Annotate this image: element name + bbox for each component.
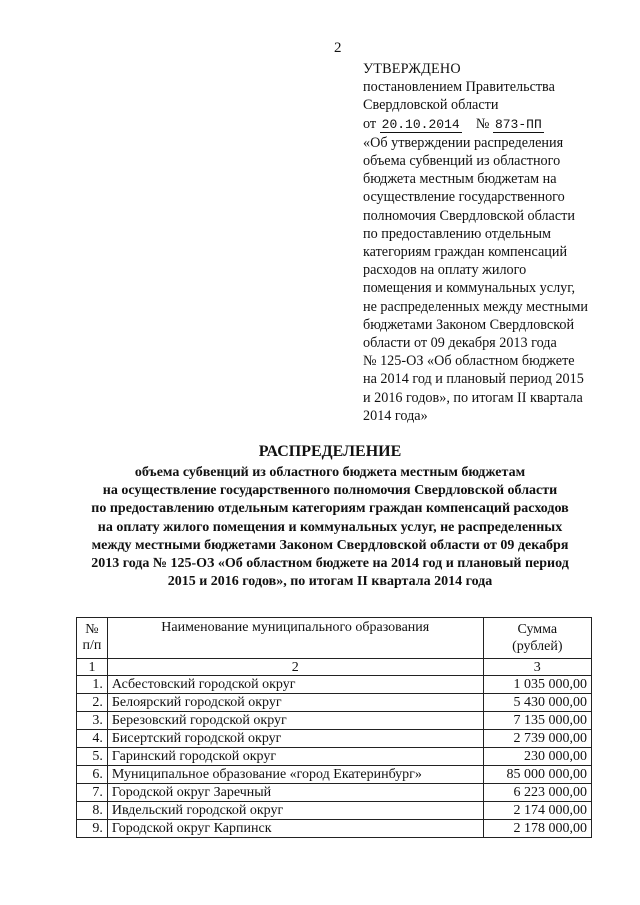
row-amount: 85 000 000,00 — [483, 766, 591, 784]
column-number: 3 — [483, 659, 591, 676]
row-amount: 1 035 000,00 — [483, 676, 591, 694]
number-prefix: № — [475, 115, 490, 132]
row-municipality: Белоярский городской округ — [107, 694, 483, 712]
row-municipality: Городской округ Заречный — [107, 784, 483, 802]
row-amount: 5 430 000,00 — [483, 694, 591, 712]
header-sum-label: Сумма — [517, 622, 558, 637]
approval-issuer: постановлением Правительства — [363, 79, 555, 96]
row-number: 1. — [77, 676, 108, 694]
row-amount: 2 178 000,00 — [483, 820, 591, 838]
row-number: 3. — [77, 712, 108, 730]
row-municipality: Березовский городской округ — [107, 712, 483, 730]
row-number: 5. — [77, 748, 108, 766]
row-number: 8. — [77, 802, 108, 820]
row-municipality: Городской округ Карпинск — [107, 820, 483, 838]
date-prefix: от — [363, 115, 377, 132]
row-amount: 230 000,00 — [483, 748, 591, 766]
distribution-subtitle — [60, 464, 600, 591]
table-row — [77, 712, 592, 730]
header-sum-unit: (рублей) — [512, 639, 563, 654]
header-number-abbr: п/п — [82, 638, 102, 653]
row-amount: 7 135 000,00 — [483, 712, 591, 730]
approval-date-line — [363, 115, 631, 134]
table-row — [77, 748, 592, 766]
row-municipality: Гаринский городской округ — [107, 748, 483, 766]
subtitle-line: на оплату жилого помещения и коммунальных услуг, не распределенных — [97, 519, 563, 535]
subtitle-line: объема субвенций из областного бюджета местным бюджетам — [134, 465, 526, 480]
approval-number: 873-ПП — [494, 116, 542, 132]
table-body — [77, 676, 592, 838]
row-number: 4. — [77, 730, 108, 748]
approval-date: 20.10.2014 — [381, 116, 460, 132]
table-row — [77, 766, 592, 784]
row-amount: 2 174 000,00 — [483, 802, 591, 820]
header-number-symbol: № — [85, 622, 99, 637]
row-amount: 2 739 000,00 — [483, 730, 591, 748]
column-number-row — [77, 659, 592, 676]
row-amount: 6 223 000,00 — [483, 784, 591, 802]
distribution-title — [60, 443, 600, 591]
header-number — [77, 618, 108, 659]
approval-region: Свердловской области — [363, 97, 499, 114]
approval-stamp: УТВЕРЖДЕНО — [363, 61, 461, 77]
subtitle-line: на осуществление государственного полномочия Свердловской области — [102, 483, 558, 499]
table-row — [77, 694, 592, 712]
column-number: 2 — [107, 659, 483, 676]
table-header-row — [77, 618, 592, 659]
table-row — [77, 784, 592, 802]
distribution-heading: РАСПРЕДЕЛЕНИЕ — [258, 443, 402, 460]
row-municipality: Бисертский городской округ — [107, 730, 483, 748]
table-row — [77, 730, 592, 748]
row-municipality: Асбестовский городской округ — [107, 676, 483, 694]
subtitle-line: между местными бюджетами Законом Свердловской области от 09 декабря — [91, 537, 569, 553]
header-sum — [483, 618, 591, 659]
row-municipality: Ивдельский городской округ — [107, 802, 483, 820]
row-number: 2. — [77, 694, 108, 712]
table-row — [77, 676, 592, 694]
row-number: 6. — [77, 766, 108, 784]
table-row — [77, 820, 592, 838]
page-number: 2 — [334, 40, 342, 56]
table-row — [77, 802, 592, 820]
row-number: 7. — [77, 784, 108, 802]
header-name: Наименование муниципального образования — [107, 618, 483, 659]
subtitle-line: 2015 и 2016 годов», по итогам II квартала 2014 года — [167, 574, 493, 590]
column-number: 1 — [77, 659, 108, 676]
subtitle-line: 2013 года № 125-ОЗ «Об областном бюджете на 2014 год и плановый период — [91, 556, 569, 572]
approval-block — [363, 60, 631, 425]
row-municipality: Муниципальное образование «город Екатеринбург» — [107, 766, 483, 784]
row-number: 9. — [77, 820, 108, 838]
distribution-table — [76, 617, 592, 838]
subtitle-line: по предоставлению отдельным категориям граждан компенсаций расходов — [91, 501, 569, 517]
approval-title: «Об утверждении распределения объема субвенций из областного бюджета местным бюджетам на осуществление государственного полномочия Свердловской области по предоставлению отдельным категориям граждан компенсаций расходов на оплату жилого помещения и коммунальных услуг, не распределенных между местными бюджетами Законом Свердловской области от 09 декабря 2013 года № 125-ОЗ «Об областном бюджете на 2014 год и плановый период 2015 и 2016 годов», по итогам II квартала 2014 года» — [363, 134, 588, 424]
